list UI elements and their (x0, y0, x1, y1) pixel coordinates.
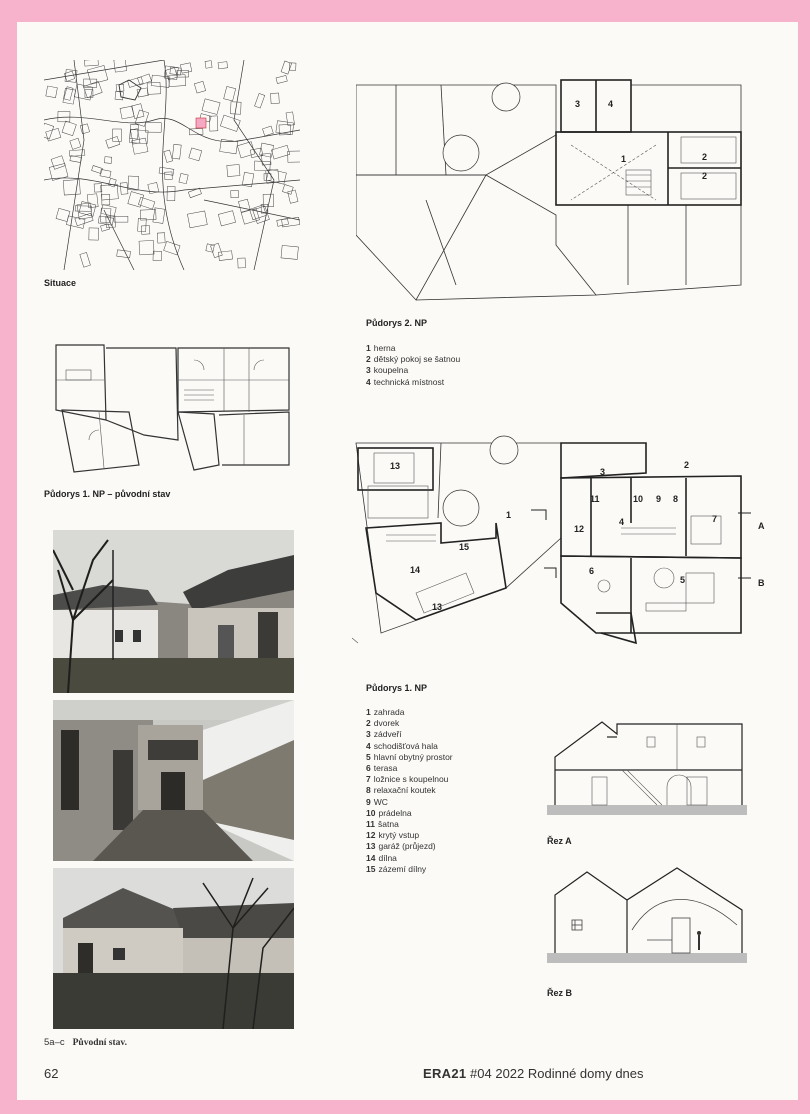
legend-item: 4 schodišťová hala (366, 740, 438, 751)
floor1-label-4: 4 (619, 517, 625, 527)
floor1-label-12: 12 (574, 524, 585, 534)
floor2-legend (366, 343, 460, 388)
magazine-issue: #04 2022 Rodinné domy dnes (470, 1066, 644, 1081)
floor2-label-1: 1 (621, 154, 627, 164)
situation-map (44, 60, 300, 270)
floor1-label-9: 9 (656, 494, 662, 504)
floor2-label-3: 3 (575, 99, 581, 109)
section-a-drawing (547, 712, 747, 824)
floor1-label-15: 15 (459, 542, 470, 552)
legend-item: 10 prádelna (366, 807, 412, 818)
legend-item: 12 krytý vstup (366, 830, 420, 841)
floor1-label-14: 14 (410, 565, 421, 575)
legend-item: 6 terasa (366, 763, 398, 774)
section-b-drawing (547, 860, 747, 972)
floor1-plan (346, 428, 770, 658)
floor2-label-2b: 2 (702, 171, 708, 181)
section-marker-a: A (758, 521, 765, 531)
legend-item: 2 dětský pokoj se šatnou (366, 354, 461, 365)
section-b-caption: Řez B (547, 988, 573, 998)
legend-item: 8 relaxační koutek (366, 785, 436, 796)
legend-item: 15 zázemí dílny (366, 863, 427, 874)
photo-caption-ref: 5a–c (44, 1037, 65, 1048)
magazine-name: ERA21 (423, 1066, 467, 1081)
legend-item: 4 technická místnost (366, 376, 445, 387)
legend-item: 9 WC (366, 796, 388, 807)
photo-c (53, 868, 294, 1029)
legend-item: 14 dílna (366, 852, 397, 863)
floor2-caption: Půdorys 2. NP (366, 318, 428, 328)
legend-item: 13 garáž (průjezd) (366, 841, 436, 852)
legend-item: 2 dvorek (366, 718, 400, 729)
floor1-legend (366, 707, 453, 875)
floor1-label-1: 1 (506, 510, 512, 520)
magazine-footer (423, 1066, 644, 1081)
floor1-label-3: 3 (600, 467, 606, 477)
floor1-label-13a: 13 (390, 461, 401, 471)
section-marker-b: B (758, 578, 765, 588)
photo-caption (44, 1037, 127, 1048)
original-plan-caption: Půdorys 1. NP – původní stav (44, 489, 171, 499)
floor2-plan (356, 75, 746, 305)
floor1-label-7: 7 (712, 514, 718, 524)
original-floor-plan (44, 340, 294, 475)
floor1-label-2: 2 (684, 460, 690, 470)
floor1-label-8: 8 (673, 494, 679, 504)
floor1-label-13b: 13 (432, 602, 443, 612)
page-number: 62 (44, 1066, 59, 1081)
floor1-label-6: 6 (589, 566, 595, 576)
legend-item: 7 ložnice s koupelnou (366, 774, 449, 785)
floor1-caption: Půdorys 1. NP (366, 683, 428, 693)
photo-a (53, 530, 294, 693)
floor2-label-4: 4 (608, 99, 614, 109)
floor1-label-10: 10 (633, 494, 644, 504)
floor1-label-5: 5 (680, 575, 686, 585)
photo-caption-text: Původní stav. (72, 1038, 127, 1048)
legend-item: 5 hlavní obytný prostor (366, 751, 453, 762)
section-a-caption: Řez A (547, 836, 572, 846)
floor1-label-11: 11 (590, 494, 600, 504)
legend-item: 1 zahrada (366, 707, 405, 717)
photo-b (53, 700, 294, 861)
situation-caption: Situace (44, 278, 77, 288)
floor2-label-2a: 2 (702, 152, 708, 162)
legend-item: 3 zádveří (366, 729, 402, 740)
legend-item: 1 herna (366, 343, 396, 353)
legend-item: 11 šatna (366, 819, 399, 830)
legend-item: 3 koupelna (366, 365, 409, 376)
